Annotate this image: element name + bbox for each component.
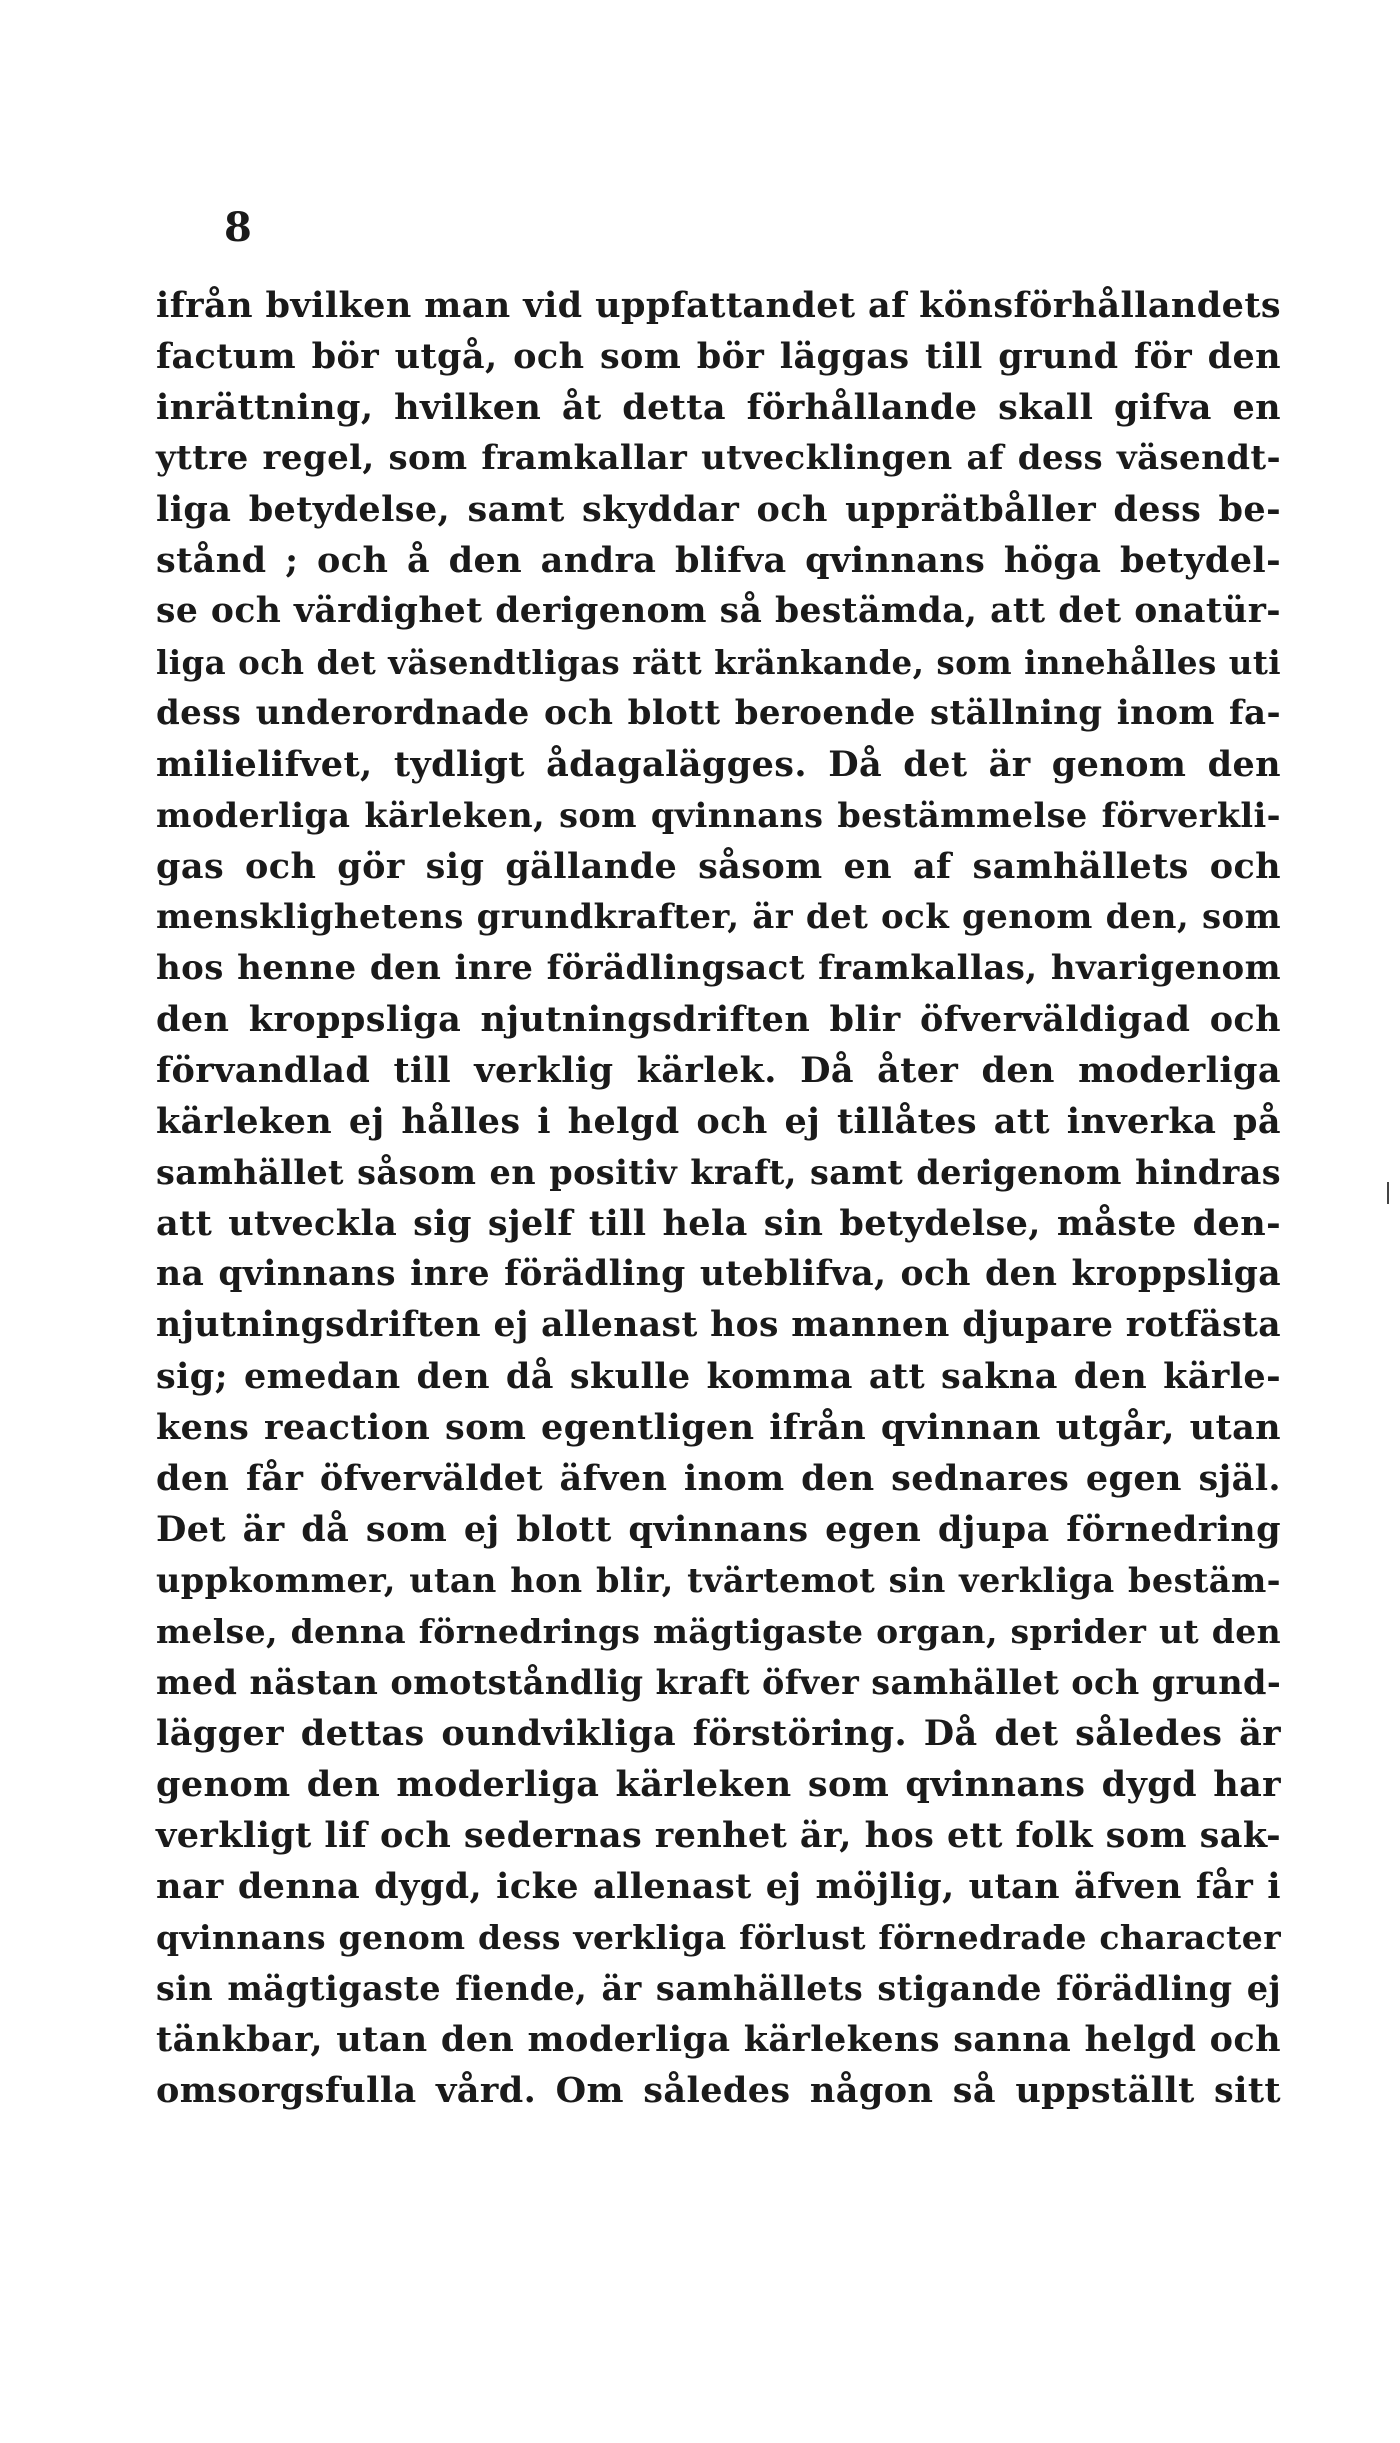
text-line: sig; emedan den då skulle komma att sakna den kärle-: [156, 1356, 1281, 1397]
text-line: kärleken ej hålles i helgd och ej tillåtes att inverka på: [156, 1101, 1281, 1142]
text-line: uppkommer, utan hon blir, tvärtemot sin verkliga bestäm-: [156, 1561, 1281, 1600]
text-line: nar denna dygd, icke allenast ej möjlig, utan äfven får i: [156, 1866, 1281, 1907]
text-line: milielifvet, tydligt ådagalägges. Då det är genom den: [156, 744, 1281, 785]
text-line: liga och det väsendtligas rätt kränkande, som innehålles uti: [156, 643, 1281, 682]
text-line: melse, denna förnedrings mägtigaste organ, sprider ut den: [156, 1612, 1281, 1651]
text-line: na qvinnans inre förädling uteblifva, och den kroppsliga: [156, 1254, 1281, 1294]
text-line: tänkbar, utan den moderliga kärlekens sanna helgd och: [156, 2019, 1281, 2060]
text-line: se och värdighet derigenom så bestämda, att det onatür-: [156, 591, 1281, 631]
text-line: den kroppsliga njutningsdriften blir öfverväldigad och: [156, 999, 1281, 1040]
text-line: mensklighetens grundkrafter, är det ock genom den, som: [156, 897, 1281, 937]
body-text: [156, 280, 1281, 2116]
text-line: ifrån bvilken man vid uppfattandet af könsförhållandets: [156, 285, 1281, 326]
text-line: förvandlad till verklig kärlek. Då åter den moderliga: [156, 1050, 1281, 1091]
text-line: verkligt lif och sedernas renhet är, hos ett folk som sak-: [156, 1815, 1281, 1856]
text-line: factum bör utgå, och som bör läggas till grund för den: [156, 336, 1281, 377]
text-line: omsorgsfulla vård. Om således någon så uppställt sitt: [156, 2070, 1281, 2111]
text-line: qvinnans genom dess verkliga förlust förnedrade character: [156, 1918, 1281, 1957]
text-line: att utveckla sig sjelf till hela sin betydelse, måste den-: [156, 1203, 1281, 1244]
text-line: stånd ; och å den andra blifva qvinnans höga betydel-: [156, 540, 1281, 581]
text-line: sin mägtigaste fiende, är samhällets stigande förädling ej: [156, 1969, 1281, 2008]
text-line: dess underordnade och blott beroende ställning inom fa-: [156, 693, 1281, 733]
text-line: gas och gör sig gällande såsom en af samhällets och: [156, 846, 1281, 887]
text-line: samhället såsom en positiv kraft, samt derigenom hindras: [156, 1153, 1281, 1192]
text-line: liga betydelse, samt skyddar och upprätbåller dess be-: [156, 489, 1281, 530]
text-line: genom den moderliga kärleken som qvinnans dygd har: [156, 1764, 1281, 1805]
text-line: inrättning, hvilken åt detta förhållande skall gifva en: [156, 387, 1281, 428]
text-line: lägger dettas oundvikliga förstöring. Då det således är: [156, 1713, 1281, 1754]
margin-mark: [1387, 1182, 1389, 1204]
text-line: Det är då som ej blott qvinnans egen djupa förnedring: [156, 1509, 1281, 1550]
text-line: moderliga kärleken, som qvinnans bestämmelse förverkli-: [156, 796, 1281, 835]
text-line: yttre regel, som framkallar utvecklingen af dess väsendt-: [156, 438, 1281, 478]
text-line: hos henne den inre förädlingsact framkallas, hvarigenom: [156, 948, 1281, 988]
text-line: den får öfverväldet äfven inom den sednares egen själ.: [156, 1458, 1281, 1499]
text-line: kens reaction som egentligen ifrån qvinnan utgår, utan: [156, 1407, 1281, 1448]
page-number: 8: [224, 204, 252, 251]
text-line: njutningsdriften ej allenast hos mannen djupare rotfästa: [156, 1305, 1281, 1345]
text-line: med nästan omotståndlig kraft öfver samhället och grund-: [156, 1663, 1282, 1702]
